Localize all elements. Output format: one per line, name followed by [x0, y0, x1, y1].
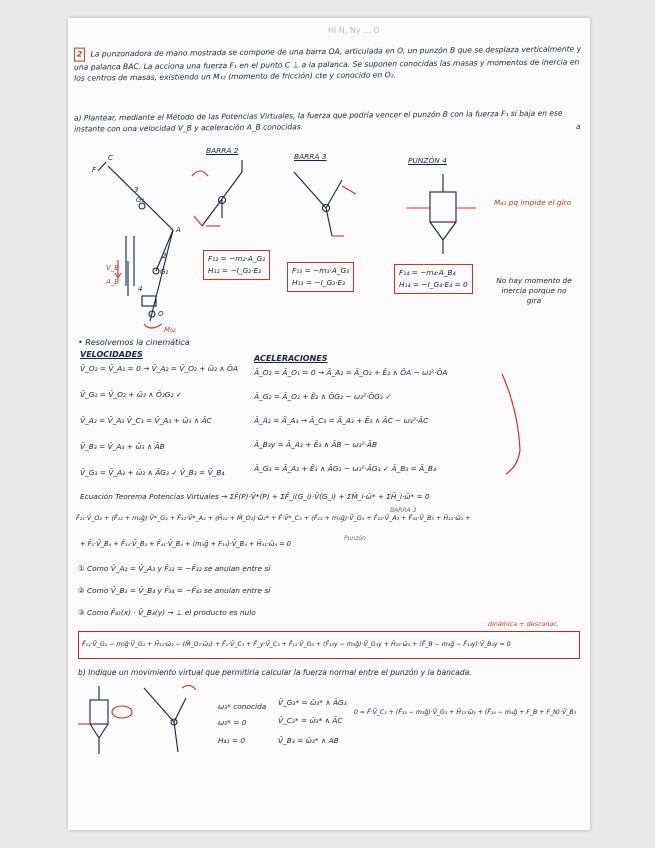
problem-text: La punzonadora de mano mostrada se compone de una barra OA, articulada en O, un punzón B que se desplaza verticalmente y una palanca BAC. La acciona una fuerza F₁ en el punto C ⊥ a la palanca. Se suponen conocidas las masas y momentos de inercia en los centros de masas, existiendo un M₁₂ (momento de fricción) cte y conocido en O₂. — [73, 44, 582, 83]
label-mo: M₀₂ — [164, 326, 176, 334]
part-b-equation: 0 = F̄·V̄_C₃ + (F̄₁₃ − m₃ḡ)·V̄_G₃ + H̄₁₃·ω̄₃ + (F̄₁₄ − m₄ḡ + F_B + F_N)·V̄_B₃ — [354, 709, 577, 716]
part-a-text: a) Plantear, mediante el Método de las Potencias Virtuales, la fuerza que podría vencer el punzón B con la fuerza F₁ si baja en ese instante con una velocidad V_B y aceleración A_B conocidas. — [73, 108, 563, 134]
label-vb: V_B — [106, 264, 120, 272]
side-mark: a — [576, 122, 581, 131]
vel-line-1: V̄_O₂ = V̄_A₁ = 0 → V̄_A₂ = V̄_O₂ + ω̄₂ ∧ ŌA — [80, 364, 238, 373]
barra2-inertia-f: F₁₂ = −m₂·A_G₂ — [208, 254, 266, 263]
punzon-inertia-f: F₁₄ = −m₄·A_B₄ — [399, 268, 456, 277]
label-o: O — [158, 310, 164, 318]
barra3-fbd — [280, 164, 370, 244]
barra2-fbd — [180, 156, 260, 236]
vel-line-5: V̄_G₃ = V̄_A₃ + ω̄₃ ∧ ĀG₃ ✓ V̄_B₃ = V̄_B₄ — [80, 468, 225, 477]
cond-h41: H₄₁ = 0 — [218, 736, 246, 745]
acc-line-4: Ā_B₃y = Ā_A₃ + Ē₃ ∧ ĀB − ω₃²·ĀB — [254, 440, 378, 449]
label-g3: G₃ — [136, 196, 145, 204]
barra2-inertia-h: H₁₂ = −I_G₂·E₂ — [208, 266, 262, 275]
vp-title: Ecuación Teorema Potencias Virtuales → ΣF̄(P)·V̄*(P) + ΣF̄_i(G_i)·V̄(G_i) + ΣM̄_i·ω̄* + ΣH̄_i·ω̄* = 0 — [80, 492, 430, 501]
vel-g3: V̄_G₃* = ω̄₃* ∧ ĀG₃ — [278, 698, 347, 707]
punzon-tag: Punzón — [344, 535, 366, 542]
no-inertia-note: No hay momento de inercia porque no gira — [496, 276, 572, 305]
barra3-title: BARRA 3 — [294, 152, 327, 161]
label-2: 2 — [162, 252, 167, 260]
barra3-inertia-h: H₁₃ = −I_G₃·E₃ — [292, 278, 346, 287]
acc-line-2: Ā_G₂ = Ā_O₂ + Ē₂ ∧ ŌG₂ − ω₂²·ŌG₂ ✓ — [254, 392, 392, 401]
kinematics-intro: • Resolvemos la cinemática — [78, 338, 190, 347]
cond-w2: ω₂* = 0 — [218, 718, 247, 727]
label-ab: A_B — [106, 278, 120, 286]
part-b-title: b) Indique un movimiento virtual que permitiría calcular la fuerza normal entre el punzón y la bancada. — [78, 668, 472, 677]
barra3-tag: BARRA 3 — [390, 507, 417, 514]
dinamica-tag: dinámica + desconoc. — [488, 620, 559, 628]
label-g2: G₂ — [160, 268, 169, 276]
vel-c3: V̄_C₃* = ω̄₃* ∧ ĀC — [278, 716, 343, 725]
label-a: A — [176, 226, 181, 234]
cond-w3: ω₃* conocida — [218, 702, 267, 711]
barra3-inertia-f: F₁₃ = −m₃·A_G₃ — [292, 266, 350, 275]
punzon-title: PUNZÓN 4 — [408, 156, 447, 165]
part-b-sketch — [78, 682, 218, 762]
acc-line-3: Ā_A₂ = Ā_A₃ → Ā_C₃ = Ā_A₃ + Ē₃ ∧ ĀC − ω₃²·ĀC — [254, 416, 429, 425]
vp-line-2: + F̄₁·V̄_B₄ + F̄₃₄·V̄_B₃ + F̄₄₁·V̄_B₄ + (m₄ḡ + F₁₄)·V̄_B₄ + H̄₄₁·ω̄₄ = 0 — [80, 540, 291, 548]
label-4: 4 — [138, 285, 143, 293]
acc-line-5: Ā_G₃ = Ā_A₃ + Ē₃ ∧ ĀG₃ − ω₃²·ĀG₃ ✓ Ā_B₃ = Ā_B₄ — [254, 464, 436, 473]
vel-b3: V̄_B₃ = ω̄₃* ∧ AB — [278, 736, 339, 745]
vel-line-3: V̄_A₂ = V̄_A₃ V̄_C₃ = V̄_A₃ + ω̄₃ ∧ ĀC — [80, 416, 212, 425]
acc-line-1: Ā_O₂ = Ā_O₁ = 0 → Ā_A₂ = Ā_O₂ + Ē₂ ∧ ŌA − ω₂²·ŌA — [254, 368, 448, 377]
vel-line-4: V̄_B₃ = V̄_A₃ + ω̄₃ ∧ ĀB — [80, 442, 165, 451]
barra2-title: BARRA 2 — [206, 146, 239, 155]
vp-line-1: F̄₂₁·V̄_O₂ + (F̄₁₂ + m₂ḡ)·V̄*_G₂ + F̄₃₂·V̄*_A₂ + (H̄₁₂ + M̄_O₂)·ω̄₂* + F̄·V̄*_C₃ + (F̄₁₃ + m₃ḡ)·V̄_G₃ + F̄₂₃·V̄_A₃ + F̄₄₃·V̄_B₃ + H̄₁₃·ω̄₃ + — [76, 514, 471, 522]
barra3-inertia-box — [287, 262, 354, 292]
label-f: F — [92, 166, 97, 174]
punzon-inertia-h: H₁₄ = −I_G₄·E₄ = 0 — [399, 280, 468, 289]
label-3: 3 — [134, 186, 139, 194]
problem-statement — [74, 42, 586, 84]
note-1: ① Como V̄_A₂ = V̄_A₃ y F̄₂₃ = −F̄₃₂ se anulan entre sí — [78, 564, 271, 573]
punzon-fbd — [398, 168, 488, 258]
vel-line-2: V̄_G₂ = V̄_O₂ + ω̄₂ ∧ Ō₂G₂ ✓ — [80, 390, 183, 399]
m41-note: M₄₁ pq impide el giro — [494, 198, 572, 207]
final-equation: F̄₁₂·V̄_G₂ − m₂ḡ·V̄_G₂ + H̄₁₂·ω̄₂ − (M̄_O₂·ω̄₂) + F̄₁·V̄_C₃ + F̄_y·V̄_C₃ + F̄₁₃·V̄_G₃ + (F̄₁₃y − m₃ḡ)·V̄_G₃y + H̄₁₃·ω̄₃ + (F̄_B − m₄ḡ − F̄₁₄y)·V̄_B₄y = 0 — [82, 641, 511, 648]
faint-header-text: Hi N, Ny ... O — [328, 26, 380, 35]
problem-number: 2 — [74, 48, 85, 62]
accelerations-title: ACELERACIONES — [254, 354, 328, 363]
note-2: ② Como V̄_B₃ = V̄_B₄ y F̄₃₄ = −F̄₄₃ se anulan entre sí — [78, 586, 271, 595]
punzon-inertia-box — [394, 264, 473, 294]
barra2-inertia-box — [203, 250, 270, 280]
notebook-page — [68, 18, 590, 830]
note-3: ③ Como F̄₄₁(x) · V̄_B₄(y) → ⊥ el producto es nulo — [78, 608, 256, 617]
label-c: C — [108, 154, 113, 162]
red-bracket — [498, 370, 528, 480]
velocities-title: VELOCIDADES — [80, 350, 143, 359]
